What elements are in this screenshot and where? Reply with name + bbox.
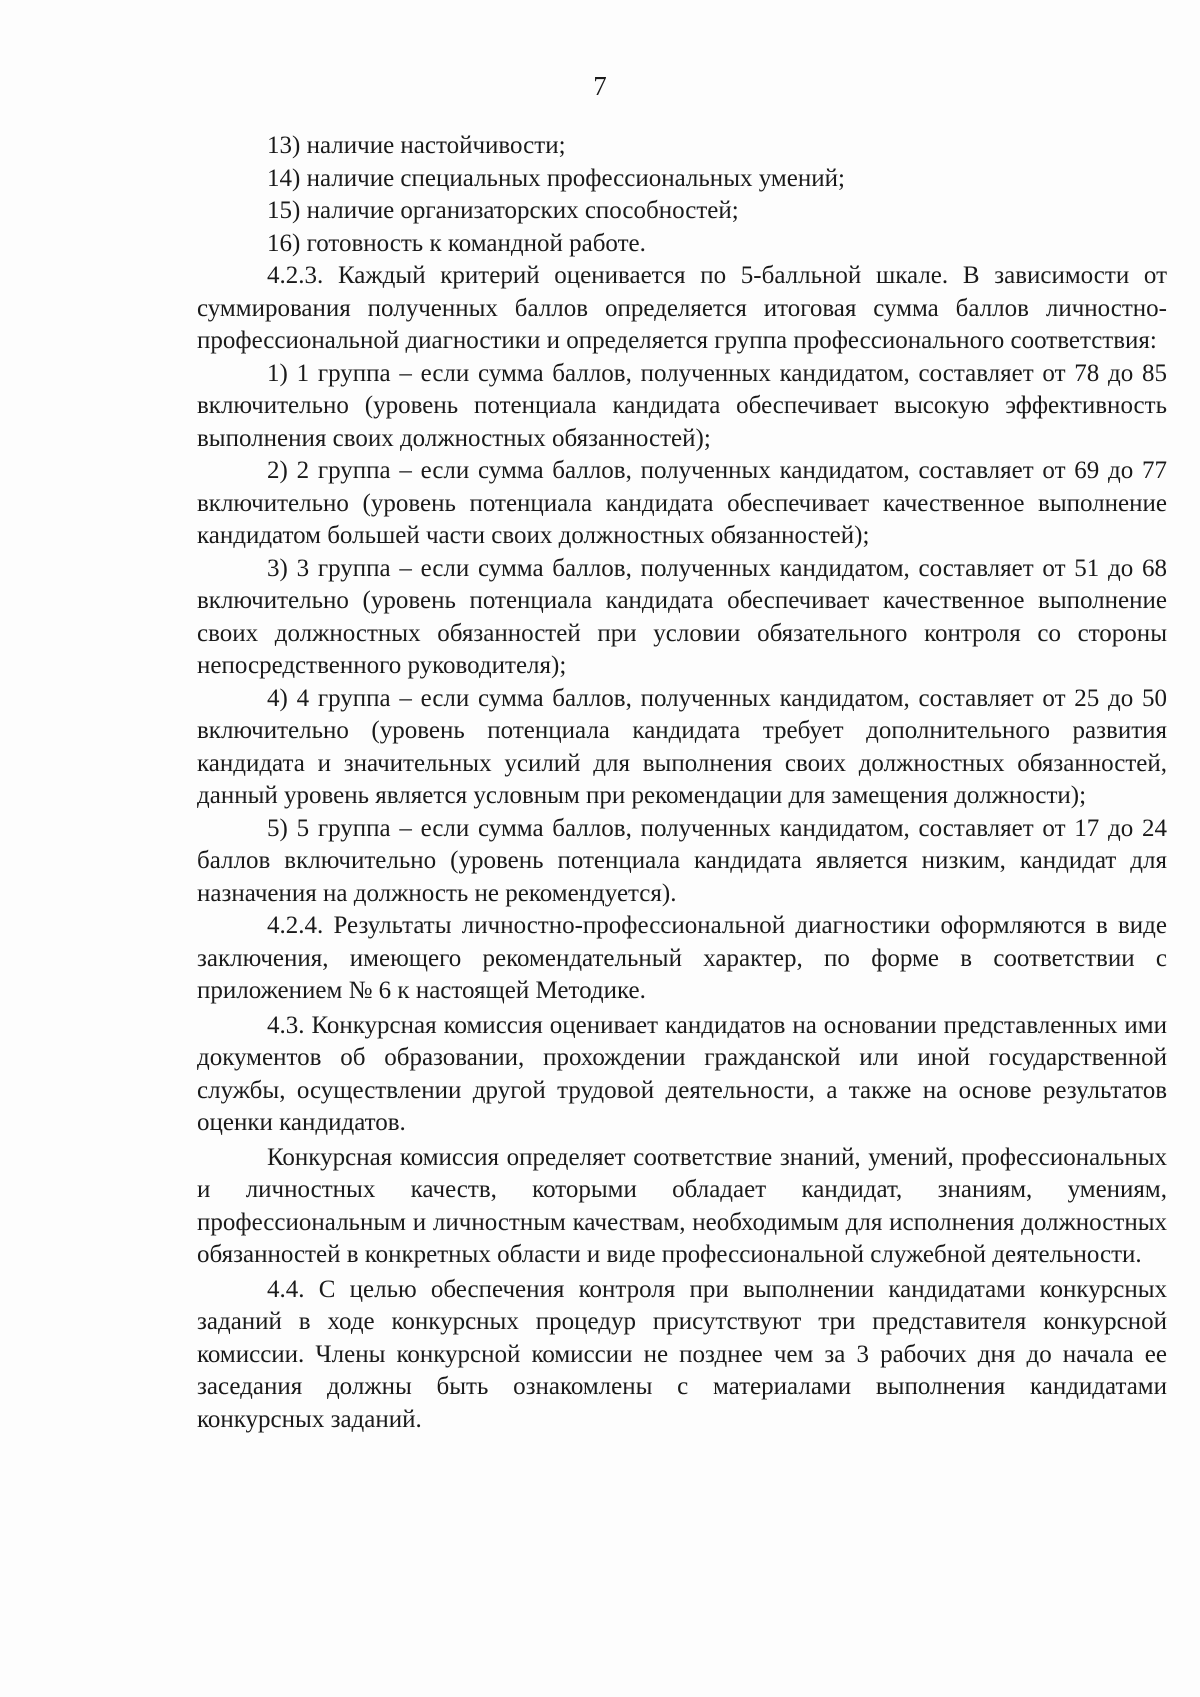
group-4-item: 4) 4 группа – если сумма баллов, полученных кандидатом, составляет от 25 до 50 включительно (уровень потенциала кандидата требует дополнительного развития кандидата и значительных усилий для выполнения своих должностных обязанностей, данный уровень является условным при рекомендации для замещения должности); <box>197 684 1167 809</box>
list-item: 16) готовность к командной работе. <box>267 229 646 257</box>
paragraph-4-3: 4.3. Конкурсная комиссия оценивает кандидатов на основании представленных ими документов об образовании, прохождении гражданской или иной государственной службы, осуществлении другой трудовой деятельности, а также на основе результатов оценки кандидатов. <box>197 1011 1167 1136</box>
paragraph-4-2-4: 4.2.4. Результаты личностно-профессиональной диагностики оформляются в виде заключения, имеющего рекомендательный характер, по форме в соответствии с приложением № 6 к настоящей Методике. <box>197 912 1167 1004</box>
document-body <box>197 130 1167 1436</box>
list-item: 15) наличие организаторских способностей; <box>267 197 739 224</box>
page-number: 7 <box>593 71 607 101</box>
paragraph-4-2-3: 4.2.3. Каждый критерий оценивается по 5-балльной шкале. В зависимости от суммирования полученных баллов определяется итоговая сумма баллов личностно-профессиональной диагностики и определяется группа профессионального соответствия: <box>197 262 1167 354</box>
paragraph-4-4: 4.4. С целью обеспечения контроля при выполнении кандидатами конкурсных заданий в ходе конкурсных процедур присутствуют три представителя конкурсной комиссии. Члены конкурсной комиссии не позднее чем за 3 рабочих дня до начала ее заседания должны быть ознакомлены с материалами выполнения кандидатами конкурсных заданий. <box>197 1275 1167 1433</box>
group-3-item: 3) 3 группа – если сумма баллов, полученных кандидатом, составляет от 51 до 68 включительно (уровень потенциала кандидата обеспечивает качественное выполнение своих должностных обязанностей при условии обязательного контроля со стороны непосредственного руководителя); <box>197 554 1167 679</box>
paragraph-commission: Конкурсная комиссия определяет соответствие знаний, умений, профессиональных и личностных качеств, которыми обладает кандидат, знаниям, умениям, профессиональным и личностным качествам, необходимым для исполнения должностных обязанностей в конкретных области и виде профессиональной служебной деятельности. <box>197 1143 1167 1268</box>
list-item: 14) наличие специальных профессиональных умений; <box>267 164 845 192</box>
group-5-item: 5) 5 группа – если сумма баллов, полученных кандидатом, составляет от 17 до 24 баллов включительно (уровень потенциала кандидата является низким, кандидат для назначения на должность не рекомендуется). <box>197 814 1167 907</box>
list-item: 13) наличие настойчивости; <box>267 132 566 159</box>
group-2-item: 2) 2 группа – если сумма баллов, полученных кандидатом, составляет от 69 до 77 включительно (уровень потенциала кандидата обеспечивает качественное выполнение кандидатом большей части своих должностных обязанностей); <box>197 457 1167 549</box>
group-1-item: 1) 1 группа – если сумма баллов, полученных кандидатом, составляет от 78 до 85 включительно (уровень потенциала кандидата обеспечивает высокую эффективность выполнения своих должностных обязанностей); <box>197 359 1167 452</box>
